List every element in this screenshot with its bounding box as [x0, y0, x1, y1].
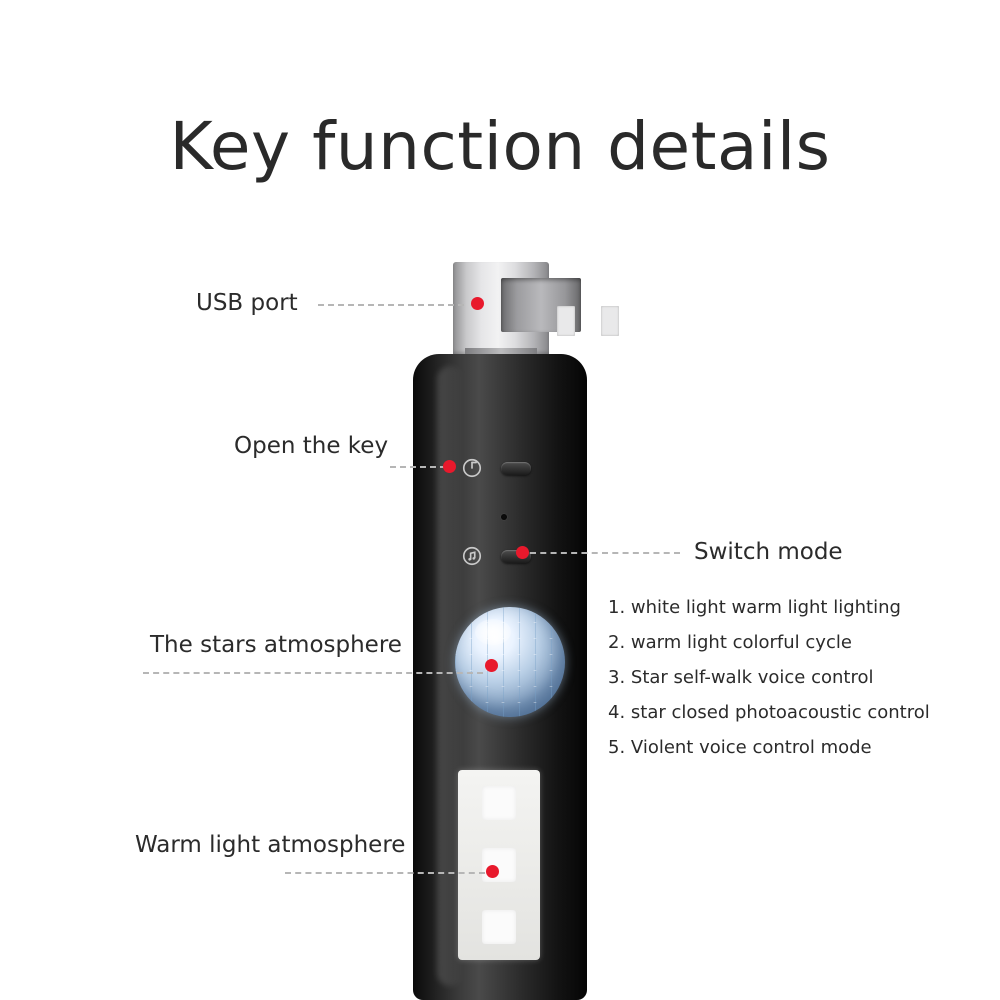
callout-label-stars-atmosphere: The stars atmosphere: [150, 632, 402, 658]
usb-contact-pad: [557, 306, 575, 336]
led-module: [482, 848, 516, 882]
mode-list-item: 3. Star self-walk voice control: [608, 667, 874, 688]
callout-marker-switch-mode: [516, 546, 529, 559]
usb-connector: [453, 262, 549, 354]
page-title: Key function details: [169, 108, 831, 185]
led-module: [482, 786, 516, 820]
mode-list-item: 1. white light warm light lighting: [608, 597, 901, 618]
callout-marker-open-the-key: [443, 460, 456, 473]
mode-list-item: 5. Violent voice control mode: [608, 737, 872, 758]
usb-contact-pad: [601, 306, 619, 336]
dome-facets: [455, 607, 565, 717]
callout-line-stars-atmosphere: [143, 672, 483, 674]
callout-line-usb-port: [318, 304, 464, 306]
mode-list-item: 2. warm light colorful cycle: [608, 632, 852, 653]
power-icon: [461, 457, 483, 479]
mode-list-item: 4. star closed photoacoustic control: [608, 702, 930, 723]
microphone-hole: [501, 514, 507, 520]
power-button[interactable]: [501, 462, 531, 475]
callout-label-open-the-key: Open the key: [234, 433, 389, 459]
mode-list: [608, 590, 968, 765]
callout-marker-warm-light-atmosphere: [486, 865, 499, 878]
warm-light-panel: [458, 770, 540, 960]
callout-label-warm-light-atmosphere: Warm light atmosphere: [135, 832, 406, 858]
callout-line-warm-light-atmosphere: [285, 872, 485, 874]
callout-label-switch-mode: Switch mode: [694, 539, 843, 565]
music-note-icon: [461, 545, 483, 567]
callout-marker-usb-port: [471, 297, 484, 310]
star-projector-dome: [455, 607, 565, 717]
led-module: [482, 910, 516, 944]
callout-label-usb-port: USB port: [196, 290, 298, 316]
usb-connector-inner: [501, 278, 581, 332]
dome-highlight: [475, 619, 511, 645]
callout-marker-stars-atmosphere: [485, 659, 498, 672]
callout-line-open-the-key: [390, 466, 446, 468]
device-illustration: [413, 262, 587, 1000]
callout-line-switch-mode: [530, 552, 680, 554]
